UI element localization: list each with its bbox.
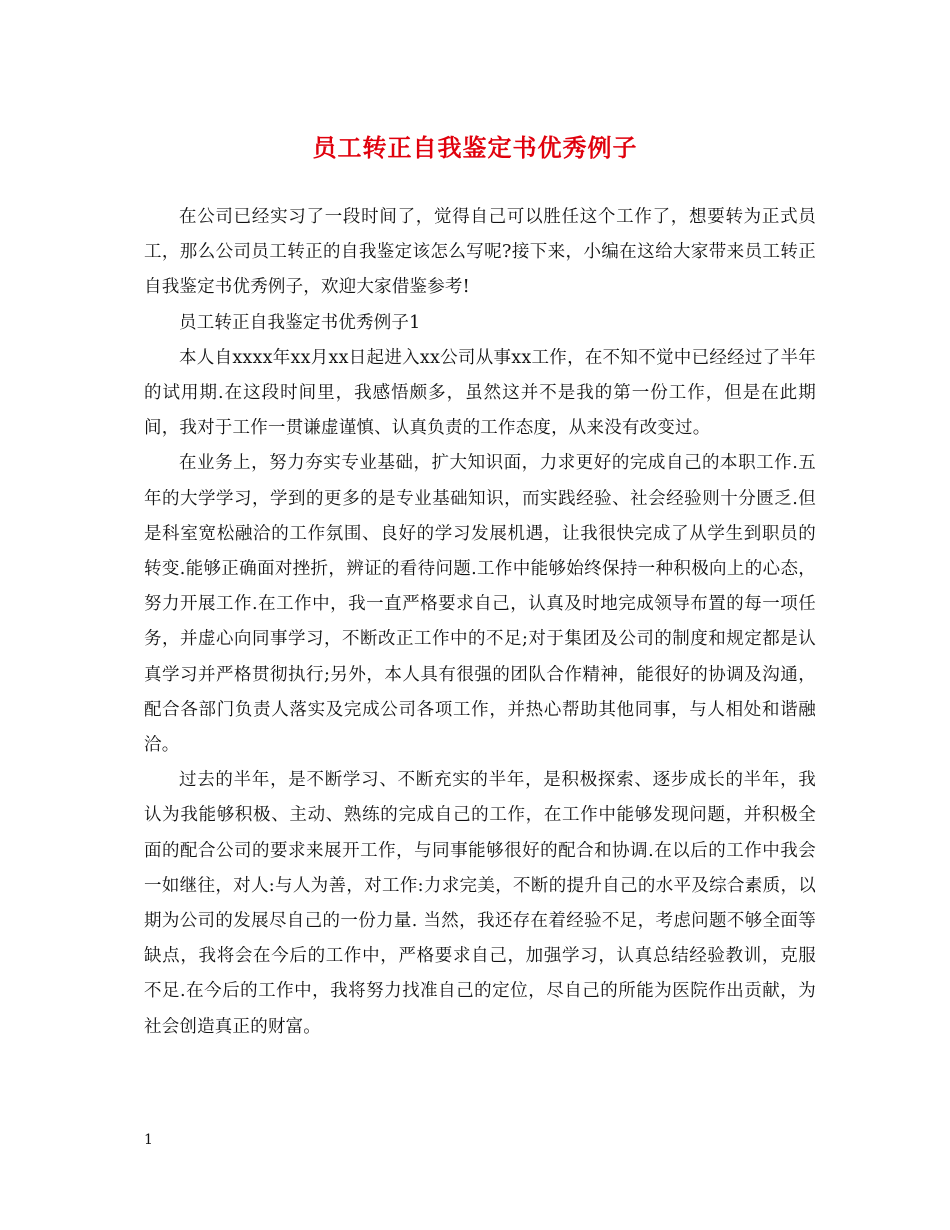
paragraph-2: 在业务上，努力夯实专业基础，扩大知识面，力求更好的完成自己的本职工作.五年的大学学习，学到的更多的是专业基础知识，而实践经验、社会经验则十分匮乏.但是科室宽松融洽的工作氛围、良好的学习发展机遇，让我很快完成了从学生到职员的转变.能够正确面对挫折，辨证的看待问题.工作中能够始终保持一种积极向上的心态，努力开展工作.在工作中，我一直严格要求自己，认真及时地完成领导布置的每一项任务，并虚心向同事学习，不断改正工作中的不足;对于集团及公司的制度和规定都是认真学习并严格贯彻执行;另外，本人具有很强的团队合作精神，能很好的协调及沟通，配合各部门负责人落实及完成公司各项工作，并热心帮助其他同事，与人相处和谐融洽。 <box>144 453 816 756</box>
paragraph-3: 过去的半年，是不断学习、不断充实的半年，是积极探索、逐步成长的半年，我认为我能够积极、主动、熟练的完成自己的工作，在工作中能够发现问题，并积极全面的配合公司的要求来展开工作，与同事能够很好的配合和协调.在以后的工作中我会一如继往，对人:与人为善，对工作:力求完美，不断的提升自己的水平及综合素质，以期为公司的发展尽自己的一份力量. 当然，我还存在着经验不足，考虑问题不够全面等缺点，我将会在今后的工作中，严格要求自己，加强学习，认真总结经验教训，克服不足.在今后的工作中，我将努力找准自己的定位，尽自己的所能为医院作出贡献，为社会创造真正的财富。 <box>144 770 816 1037</box>
document-body <box>144 200 816 1045</box>
paragraph-1: 本人自xxxx年xx月xx日起进入xx公司从事xx工作，在不知不觉中已经经过了半年的试用期.在这段时间里，我感悟颇多，虽然这并不是我的第一份工作，但是在此期间，我对于工作一贯谦虚谨慎、认真负责的工作态度，从来没有改变过。 <box>144 347 816 439</box>
document-title: 员工转正自我鉴定书优秀例子 <box>312 133 638 162</box>
paragraph-intro: 在公司已经实习了一段时间了，觉得自己可以胜任这个工作了，想要转为正式员工，那么公司员工转正的自我鉴定该怎么写呢?接下来，小编在这给大家带来员工转正自我鉴定书优秀例子，欢迎大家借鉴参考! <box>144 207 816 298</box>
page-number: 1 <box>144 1132 153 1148</box>
section-heading: 员工转正自我鉴定书优秀例子1 <box>179 312 421 333</box>
